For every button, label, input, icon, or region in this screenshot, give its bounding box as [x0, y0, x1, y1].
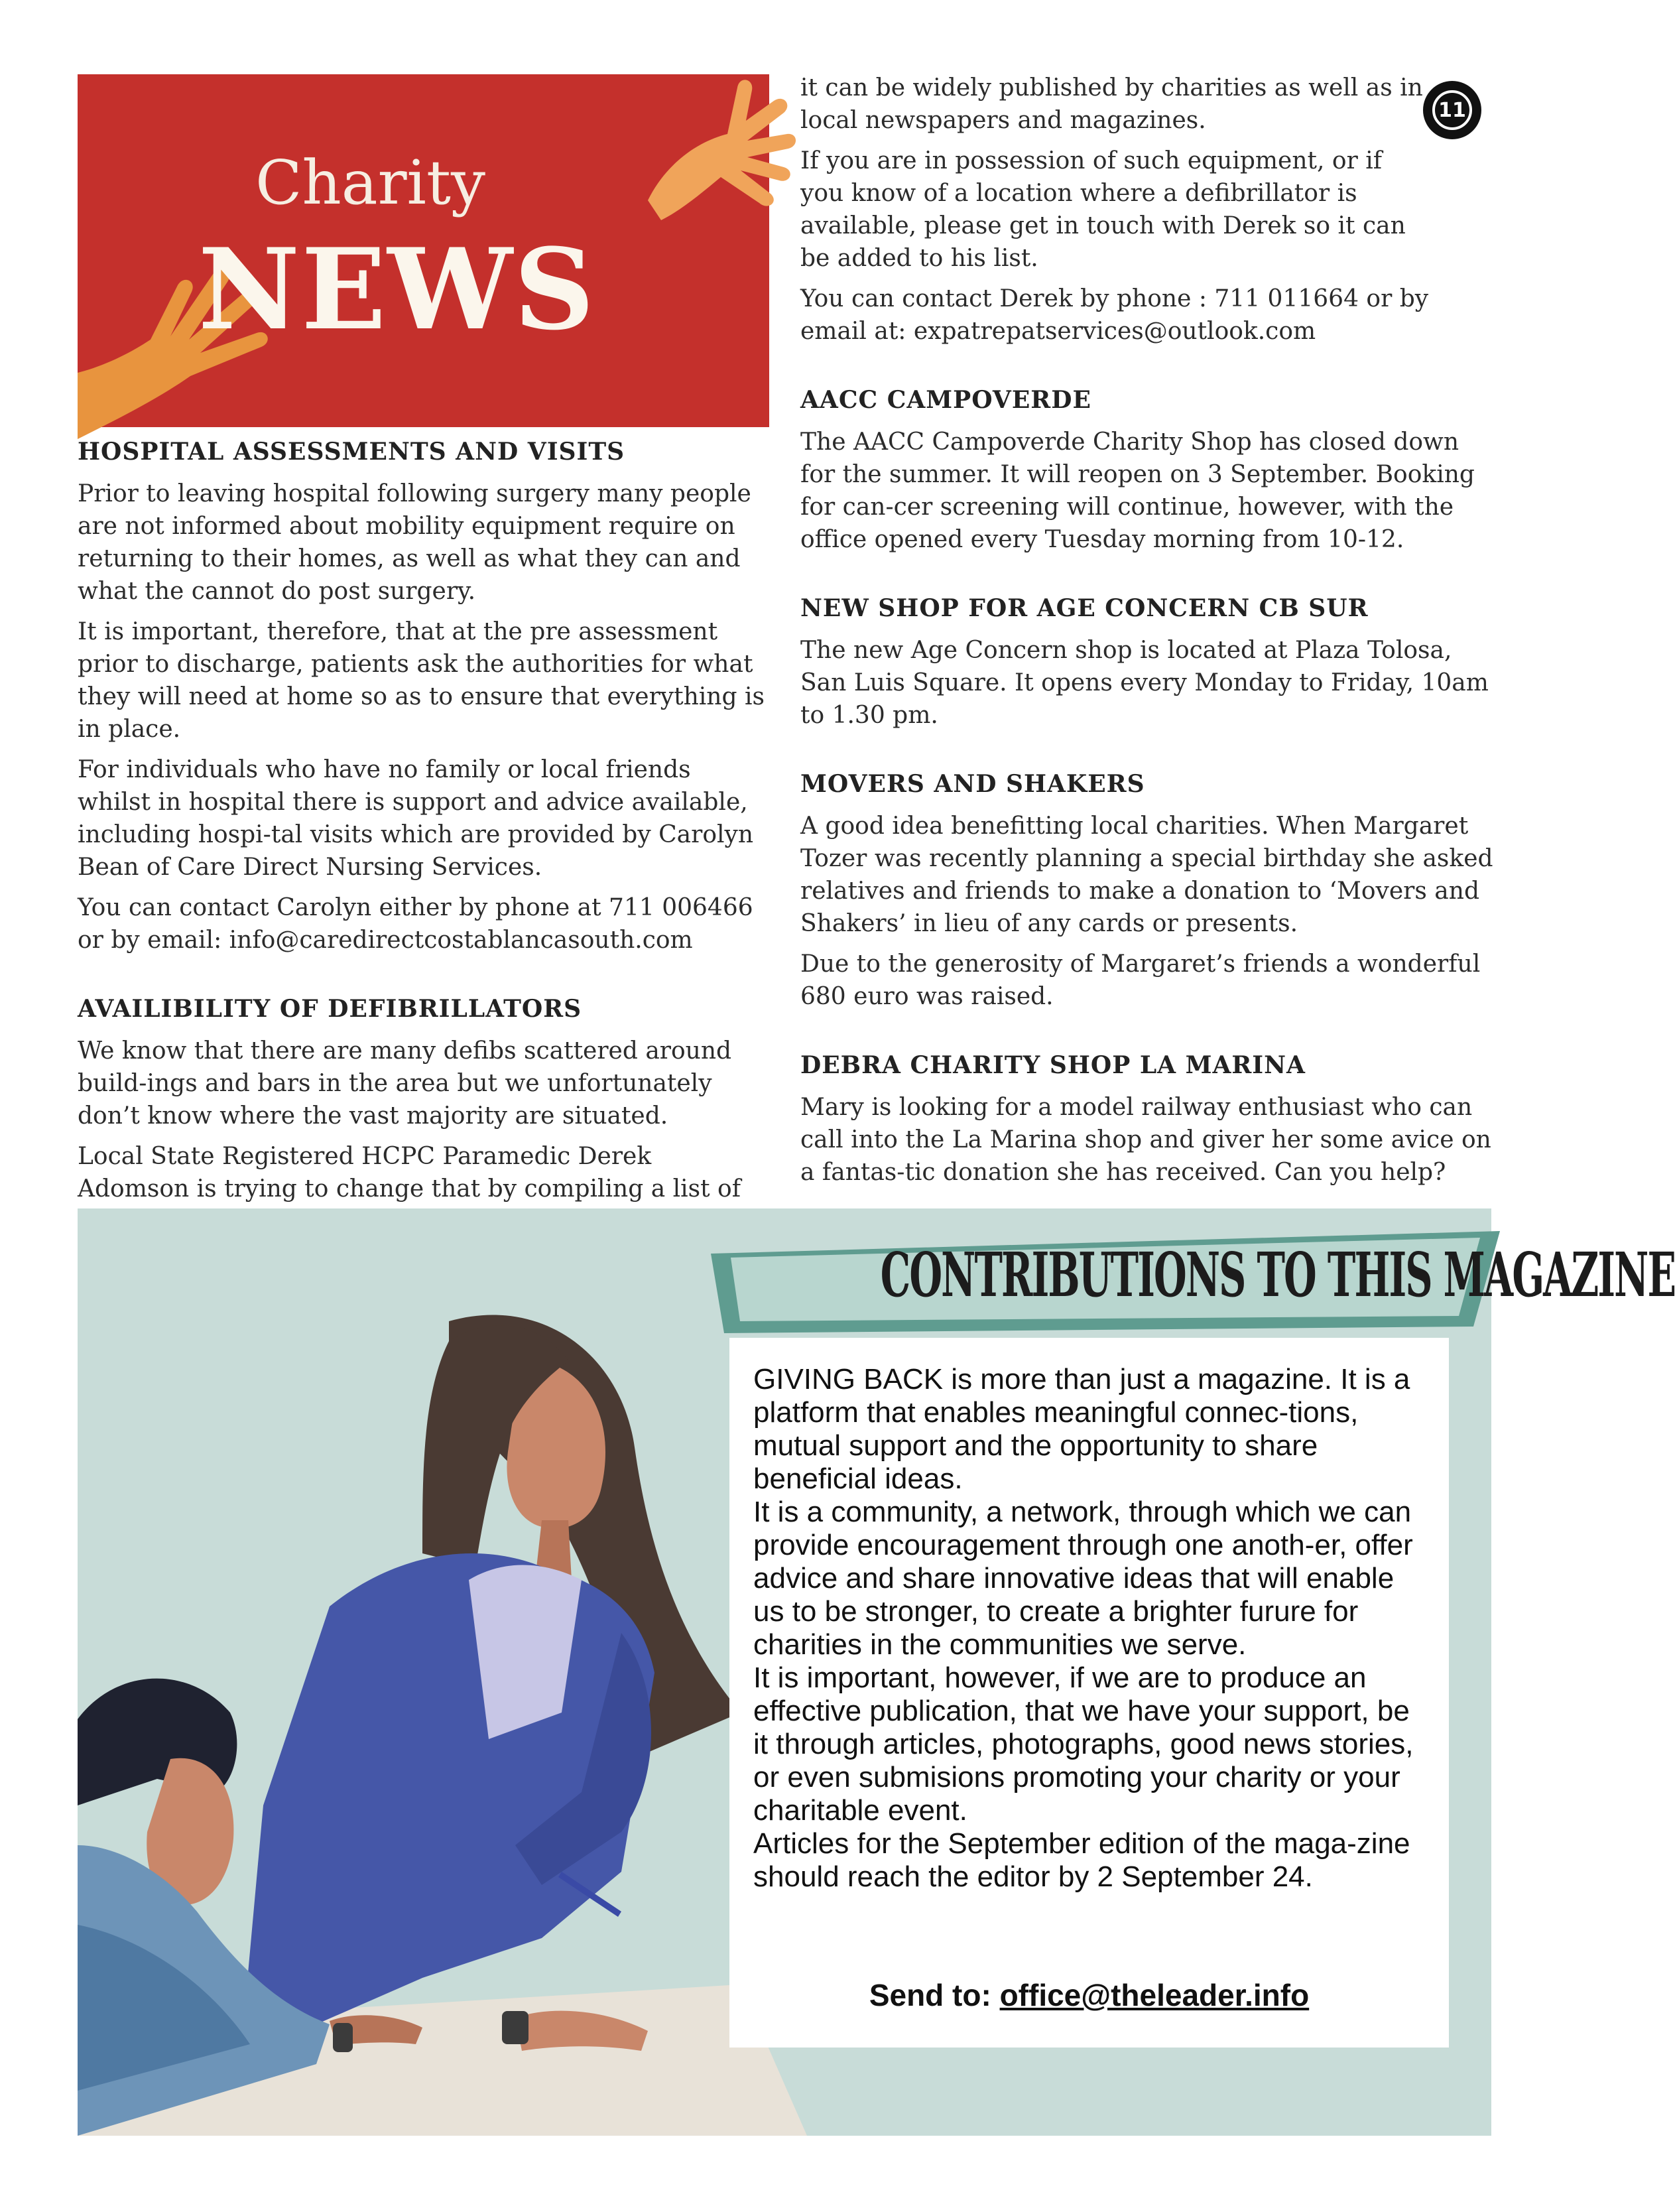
contributions-paragraph: Articles for the September edition of the maga-zine should reach the editor by 2 September 24.: [753, 1827, 1410, 1893]
people-working-illustration: [78, 1208, 807, 2136]
article-debra-charity-shop: [800, 1051, 1497, 1189]
article-heading: AACC CAMPOVERDE: [800, 386, 1091, 414]
article-heading: NEW SHOP FOR AGE CONCERN CB SUR: [800, 594, 1369, 622]
article-paragraph: You can contact Derek by phone : 711 011664 or by email at: expatrepatservices@outlook.com: [800, 285, 1429, 345]
article-heading: DEBRA CHARITY SHOP LA MARINA: [800, 1051, 1306, 1079]
contributions-paragraph: It is important, however, if we are to produce an effective publication, that we have your support, be it through articles, photographs, good news stories, or even submisions promoting your charity or your charitable event.: [753, 1661, 1414, 1827]
article-paragraph: Mary is looking for a model railway enthusiast who can call into the La Marina shop and giver her some avice on a fantas-tic donation she has received. Can you help?: [800, 1094, 1491, 1186]
article-paragraph: it can be widely published by charities as well as in local newspapers and magazines.: [800, 74, 1423, 134]
article-age-concern: [800, 594, 1497, 732]
article-paragraph: If you are in possession of such equipment, or if you know of a location where a defibrillator is available, please get in touch with Derek so it can be added to his list.: [800, 147, 1406, 272]
article-paragraph: Local State Registered HCPC Paramedic Derek Adomson is trying to change that by compiling a list of: [78, 1143, 741, 1203]
article-paragraph: The AACC Campoverde Charity Shop has closed down for the summer. It will reopen on 3 September. Booking for can-cer screening will continue, however, with the office opened every Tuesday morning from 10-12.: [800, 428, 1475, 553]
article-paragraph: Due to the generosity of Margaret’s friends a wonderful 680 euro was raised.: [800, 950, 1481, 1010]
article-heading: HOSPITAL ASSESSMENTS AND VISITS: [78, 438, 625, 466]
article-heading: MOVERS AND SHAKERS: [800, 770, 1145, 798]
contributions-paragraph: GIVING BACK is more than just a magazine. It is a platform that enables meaningful connec-tions, mutual support and the opportunity to share beneficial ideas.: [753, 1363, 1410, 1495]
article-paragraph: Prior to leaving hospital following surgery many people are not informed about mobility equipment require on returning to their homes, as well as what they can and what the cannot do post surgery.: [78, 480, 751, 605]
contributions-title: CONTRIBUTIONS TO THIS MAGAZINE: [880, 1239, 1675, 1311]
right-column: [800, 72, 1497, 1227]
article-paragraph: You can contact Carolyn either by phone at 711 006466 or by email: info@caredirectcostablancasouth.com: [78, 894, 753, 954]
contributions-paragraph: It is a community, a network, through which we can provide encouragement through one anoth-er, offer advice and share innovative ideas that will enable us to be stronger, to create a brighter furure for charities in the communities we serve.: [753, 1496, 1413, 1661]
article-defibrillators-continued: [800, 72, 1430, 348]
send-to-line: [729, 1977, 1449, 2013]
article-paragraph: We know that there are many defibs scattered around build-ings and bars in the area but we unfortunately don’t know where the vast majority are situated.: [78, 1037, 732, 1130]
send-to-label: Send to:: [869, 1978, 991, 2012]
article-heading: AVAILIBILITY OF DEFIBRILLATORS: [78, 995, 582, 1023]
send-to-email-link[interactable]: office@theleader.info: [999, 1978, 1310, 2012]
article-paragraph: It is important, therefore, that at the pre assessment prior to discharge, patients ask the authorities for what they will need at home so as to ensure that everything is in place.: [78, 618, 765, 743]
article-defibrillators: [78, 995, 767, 1238]
charity-news-banner: [78, 74, 769, 427]
page-number: 11: [1432, 90, 1472, 130]
contributions-text-box: [729, 1338, 1449, 2048]
article-paragraph: For individuals who have no family or local friends whilst in hospital there is support and advice available, including hospi-tal visits which are provided by Carolyn Bean of Care Direct Nursing Services.: [78, 756, 754, 881]
left-column: [78, 438, 767, 1276]
contributions-panel: [78, 1208, 1675, 2136]
article-hospital-assessments: [78, 438, 767, 956]
article-paragraph: A good idea benefitting local charities. When Margaret Tozer was recently planning a special birthday she asked relatives and friends to make a donation to ‘Movers and Shakers’ in lieu of any cards or presents.: [800, 813, 1493, 937]
banner-title-charity: Charity: [255, 147, 485, 218]
banner-title-news: NEWS: [198, 224, 596, 355]
article-aacc-campoverde: [800, 386, 1497, 556]
article-movers-and-shakers: [800, 770, 1497, 1013]
article-paragraph: The new Age Concern shop is located at Plaza Tolosa, San Luis Square. It opens every Monday to Friday, 10am to 1.30 pm.: [800, 637, 1489, 729]
